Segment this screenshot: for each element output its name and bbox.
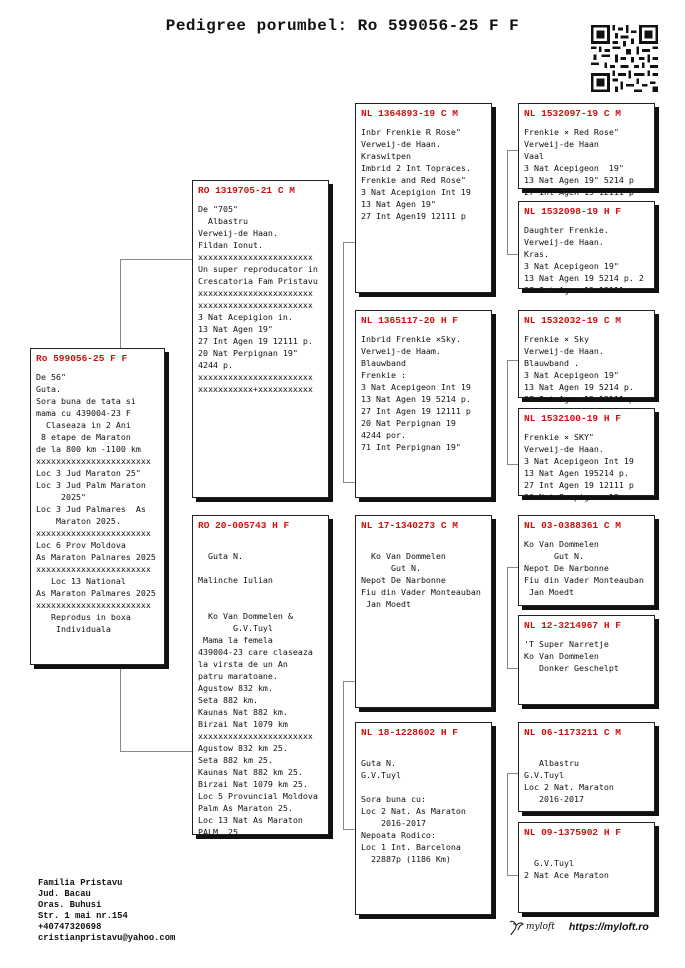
connector-line — [507, 567, 518, 568]
myloft-logo-icon — [508, 918, 524, 936]
ring-number: NL 1365117-20 H F — [361, 315, 458, 326]
owner-name: Familia Pristavu — [38, 878, 123, 888]
connector-line — [120, 751, 192, 752]
pigeon-notes: Inbrid Frenkie ×Sky. Verweij-de Haam. Blauwband Frenkie : 3 Nat Acepigeon Int 19 13 Nat Agen 19 5214 p. 27 Int Agen 19 12111 p 20 Nat Perpignan 19 4244 por. 71 Int Perpignan 19" — [361, 334, 471, 452]
connector-line — [120, 665, 121, 751]
pigeon-notes: Albastru G.V.Tuyl Loc 2 Nat. Maraton 2016-2017 — [524, 758, 614, 804]
connector-line — [343, 242, 344, 482]
qr-code-icon — [591, 25, 658, 92]
ring-number: NL 1532032-19 C M — [524, 315, 621, 326]
owner-county: Jud. Bacau — [38, 889, 91, 899]
connector-line — [343, 829, 355, 830]
pigeon-notes: Guta N. G.V.Tuyl Sora buna cu: Loc 2 Nat. As Maraton 2016-2017 Nepoata Rodico: Loc 1 Int. Barcelona 22887p (1186 Km) — [361, 758, 466, 864]
connector-line — [507, 668, 518, 669]
pigeon-card-subject[interactable] — [30, 348, 165, 665]
connector-line — [507, 773, 508, 875]
pigeon-card-sdd[interactable] — [518, 408, 655, 502]
pigeon-card-dss[interactable] — [518, 515, 655, 606]
pigeon-notes: Inbr Frenkie R Rose" Verweij-de Haan. Kraswitpen Imbrid 2 Int Topraces. Frenkie and Red Rose" 3 Nat Acepigion Int 19 13 Nat Agen 19" 27 Int Agen19 12111 p — [361, 127, 471, 221]
pigeon-notes: Frenkie × SKY" Verweij-de Haan. 3 Nat Acepigeon Int 19 13 Nat Agen 195214 p. 27 Int Agen 19 12111 p 20 Nat Perpignan 19 — [524, 432, 634, 502]
ring-number: RO 20-005743 H F — [198, 520, 290, 531]
brand-footer — [508, 918, 649, 936]
connector-line — [507, 773, 518, 774]
connector-line — [507, 254, 518, 255]
ring-number: NL 12-3214967 H F — [524, 620, 621, 631]
pigeon-card-dam-dam[interactable] — [355, 722, 492, 915]
ring-number: NL 18-1228602 H F — [361, 727, 458, 738]
pigeon-card-sire[interactable] — [192, 180, 329, 498]
ring-number: NL 09-1375902 H F — [524, 827, 621, 838]
pigeon-notes: Daughter Frenkie. Verweij-de Haan. Kras. 3 Nat Acepigeon 19" 13 Nat Agen 19 5214 p. 2 27 Int Agen 19 12111 — [524, 225, 644, 295]
pigeon-card-ssd[interactable] — [518, 201, 655, 295]
connector-line — [343, 681, 355, 682]
pigeon-card-sire-sire[interactable] — [355, 103, 492, 293]
page-title: Pedigree porumbel: Ro 599056-25 F F — [165, 17, 520, 35]
pigeon-card-dam-sire[interactable] — [355, 515, 492, 708]
ring-number: NL 06-1173211 C M — [524, 727, 621, 738]
connector-line — [343, 482, 355, 483]
pigeon-notes: De 56" Guta. Sora buna de tata si mama cu 439004-23 F Claseaza in 2 Ani 8 etape de Maraton de la 800 km -1100 km xxxxxxxxxxxxxxxxxxxxxxx Loc 3 Jud Maraton 25" Loc 3 Jud Palm Maraton 2025" Loc 3 Jud Palmares As Maraton 2025. xxxxxxxxxxxxxxxxxxxxxxx Loc 6 Prov Moldova As Maraton Palnares 2025 xxxxxxxxxxxxxxxxxxxxxxx Loc 13 National As Maraton Palmares 2025 xxxxxxxxxxxxxxxxxxxxxxx Reprodus in boxa Individuala — [36, 372, 156, 634]
pigeon-card-sire-dam[interactable] — [355, 310, 492, 498]
ring-number: NL 17-1340273 C M — [361, 520, 458, 531]
connector-line — [507, 150, 508, 254]
connector-line — [507, 150, 518, 151]
connector-line — [507, 360, 508, 464]
connector-line — [507, 567, 508, 668]
pigeon-card-dsd[interactable] — [518, 615, 655, 705]
connector-line — [343, 242, 355, 243]
pigeon-notes: Guta N. Malinche Iulian Ko Van Dommelen & G.V.Tuyl Mama la femela 439004-23 care claseaza la virsta de un An patru maratoane. Agustow 832 km. Seta 882 km. Kaunas Nat 882 km. Birzai Nat 1079 km xxxxxxxxxxxxxxxxxxxxxxx Agustow 832 km 25. Seta 882 km 25. Kaunas Nat 882 km 25. Birzai Nat 1079 km 25. Loc 5 Provuncial Moldova Palm As Maraton 25. Loc 13 Nat As Maraton PALM 25 — [198, 551, 318, 837]
pigeon-card-sds[interactable] — [518, 310, 655, 404]
owner-phone: +40747320698 — [38, 922, 102, 932]
ring-number: NL 1364893-19 C M — [361, 108, 458, 119]
ring-number: Ro 599056-25 F F — [36, 353, 128, 364]
pigeon-notes: Ko Van Dommelen Gut N. Nepot De Narbonne Fiu din Vader Monteauban Jan Moedt — [524, 539, 644, 597]
connector-line — [120, 259, 192, 260]
connector-line — [507, 464, 518, 465]
ring-number: NL 03-0388361 C M — [524, 520, 621, 531]
brand-logo-text: myloft — [526, 922, 555, 932]
ring-number: RO 1319705-21 C M — [198, 185, 295, 196]
connector-line — [507, 875, 518, 876]
pigeon-notes: 'T Super Narretje Ko Van Dommelen Donker Geschelpt — [524, 639, 619, 673]
owner-info — [38, 878, 175, 944]
owner-email[interactable]: cristianpristavu@yahoo.com — [38, 933, 176, 943]
pigeon-notes: G.V.Tuyl 2 Nat Ace Maraton — [524, 858, 609, 880]
pigeon-notes: Ko Van Dommelen Gut N. Nepot De Narbonne Fiu din Vader Monteauban Jan Moedt — [361, 551, 481, 609]
pigeon-card-sss[interactable] — [518, 103, 655, 197]
ring-number: NL 1532098-19 H F — [524, 206, 621, 217]
pigeon-card-ddd[interactable] — [518, 822, 655, 913]
pigeon-card-dam[interactable] — [192, 515, 329, 835]
owner-street: Str. 1 mai nr.154 — [38, 911, 128, 921]
owner-city: Oras. Buhusi — [38, 900, 102, 910]
pigeon-notes: De "705" Albastru Verweij-de Haan. Fildan Ionut. xxxxxxxxxxxxxxxxxxxxxxx Un super reproducator in Crescatoria Fam Pristavu xxxxxxxxxxxxxxxxxxxxxxx xxxxxxxxxxxxxxxxxxxxxxx 3 Nat Acepigion in. 13 Nat Agen 19" 27 Int Agen 19 12111 p. 20 Nat Perpignan 19" 4244 p. xxxxxxxxxxxxxxxxxxxxxxx xxxxxxxxxxx+xxxxxxxxxxx — [198, 204, 318, 394]
connector-line — [120, 259, 121, 354]
pigeon-card-dds[interactable] — [518, 722, 655, 812]
connector-line — [507, 360, 518, 361]
ring-number: NL 1532097-19 C M — [524, 108, 621, 119]
brand-url-link[interactable]: https://myloft.ro — [568, 921, 649, 933]
pigeon-notes: Frenkie × Red Rose" Verweij-de Haan Vaal 3 Nat Acepigeon 19" 13 Nat Agen 19" 5214 p 27 Int Agen 19 12111 p — [524, 127, 634, 197]
pigeon-notes: Frenkie × Sky Verweij-de Haan. Blauwband . 3 Nat Acepigeon 19" 13 Nat Agen 19 5214 p. 27 Int Agen 19 12111 p — [524, 334, 634, 404]
connector-line — [343, 681, 344, 829]
ring-number: NL 1532100-19 H F — [524, 413, 621, 424]
